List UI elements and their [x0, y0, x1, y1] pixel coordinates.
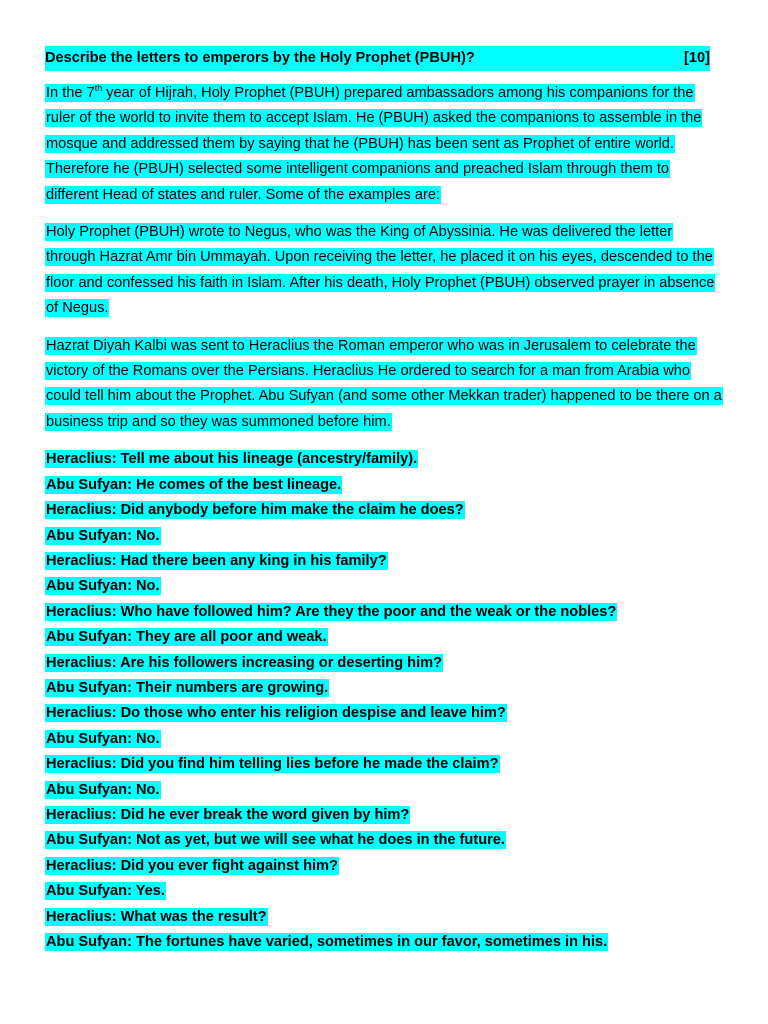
dialogue-line-text: Heraclius: Did anybody before him make the claim he does?	[46, 502, 464, 519]
dialogue-line-text: Abu Sufyan: Their numbers are growing.	[46, 679, 329, 696]
dialogue-line	[45, 447, 725, 472]
dialogue-line	[45, 803, 725, 828]
dialogue-line	[45, 930, 725, 955]
negus-paragraph-text: Holy Prophet (PBUH) wrote to Negus, who was the King of Abyssinia. He was delivered the letter through Hazrat Amr bin Ummayah. Upon receiving the letter, he placed it on his eyes, descended to the floor and confessed his faith in Islam. After his death, Holy Prophet (PBUH) observed prayer in absence of Negus.	[46, 224, 715, 317]
dialogue-line-text: Heraclius: Do those who enter his religion despise and leave him?	[46, 705, 506, 722]
dialogue-line-text: Abu Sufyan: He comes of the best lineage.	[46, 476, 342, 493]
intro-text: year of Hijrah, Holy Prophet (PBUH) prepared ambassadors among his companions for the ruler of the world to invite them to accept Islam. He (PBUH) asked the companions to assemble in the mosque and addressed them by saying that he (PBUH) has been sent as Prophet of entire world. Therefore he (PBUH) selected some intelligent companions and preached Islam through them to different Head of states and ruler. Some of the examples are:	[46, 85, 702, 203]
dialogue-line-text: Abu Sufyan: No.	[46, 781, 160, 798]
dialogue-line	[45, 524, 725, 549]
question-title: Describe the letters to emperors by the Holy Prophet (PBUH)?	[45, 50, 475, 66]
dialogue-line	[45, 676, 725, 701]
dialogue-line-text: Abu Sufyan: Yes.	[46, 883, 165, 900]
dialogue-line-text: Heraclius: Are his followers increasing or deserting him?	[46, 654, 443, 671]
dialogue-line	[45, 905, 725, 930]
dialogue-line-text: Abu Sufyan: No.	[46, 730, 160, 747]
dialogue-line-text: Abu Sufyan: Not as yet, but we will see what he does in the future.	[46, 832, 505, 849]
dialogue-line	[45, 498, 725, 523]
dialogue-line-text: Abu Sufyan: The fortunes have varied, sometimes in our favor, sometimes in his.	[46, 934, 608, 950]
dialogue-line	[45, 473, 725, 498]
dialogue-line-text: Heraclius: Did you ever fight against him?	[46, 857, 338, 874]
dialogue-line-text: Abu Sufyan: No.	[46, 527, 160, 544]
dialogue-line	[45, 778, 725, 803]
dialogue-line-text: Heraclius: Did he ever break the word given by him?	[46, 806, 410, 823]
document-page	[45, 46, 725, 955]
intro-superscript: th	[94, 83, 103, 94]
dialogue-line	[45, 879, 725, 904]
dialogue-line	[45, 828, 725, 853]
question-marks: [10]	[684, 50, 710, 66]
dialogue-line-text: Heraclius: What was the result?	[46, 908, 267, 925]
dialogue-line	[45, 625, 725, 650]
dialogue-line	[45, 549, 725, 574]
heraclius-paragraph-text: Hazrat Diyah Kalbi was sent to Heraclius the Roman emperor who was in Jerusalem to celebrate the victory of the Romans over the Persians. Heraclius He ordered to search for a man from Arabia who could tell him about the Prophet. Abu Sufyan (and some other Mekkan trader) happened to be there on a business trip and so they was summoned before him.	[46, 337, 722, 430]
dialogue-line-text: Abu Sufyan: No.	[46, 578, 160, 595]
dialogue-line-text: Heraclius: Who have followed him? Are they the poor and the weak or the nobles?	[46, 603, 617, 620]
heraclius-paragraph	[45, 334, 725, 436]
intro-highlight	[45, 84, 702, 204]
dialogue-line-text: Heraclius: Did you find him telling lies before he made the claim?	[46, 756, 499, 773]
dialogue-line	[45, 854, 725, 879]
dialogue-line	[45, 701, 725, 726]
dialogue-line	[45, 574, 725, 599]
dialogue-line	[45, 727, 725, 752]
dialogue-line	[45, 651, 725, 676]
negus-paragraph	[45, 220, 725, 322]
dialogue-line-text: Heraclius: Had there been any king in his family?	[46, 552, 387, 569]
dialogue-line	[45, 600, 725, 625]
intro-paragraph	[45, 81, 725, 208]
dialogue-line-text: Abu Sufyan: They are all poor and weak.	[46, 629, 327, 646]
intro-prefix: In the 7	[46, 85, 95, 101]
dialogue-list	[45, 447, 725, 955]
question-heading	[45, 46, 710, 71]
dialogue-line-text: Heraclius: Tell me about his lineage (ancestry/family).	[46, 451, 418, 468]
dialogue-line	[45, 752, 725, 777]
